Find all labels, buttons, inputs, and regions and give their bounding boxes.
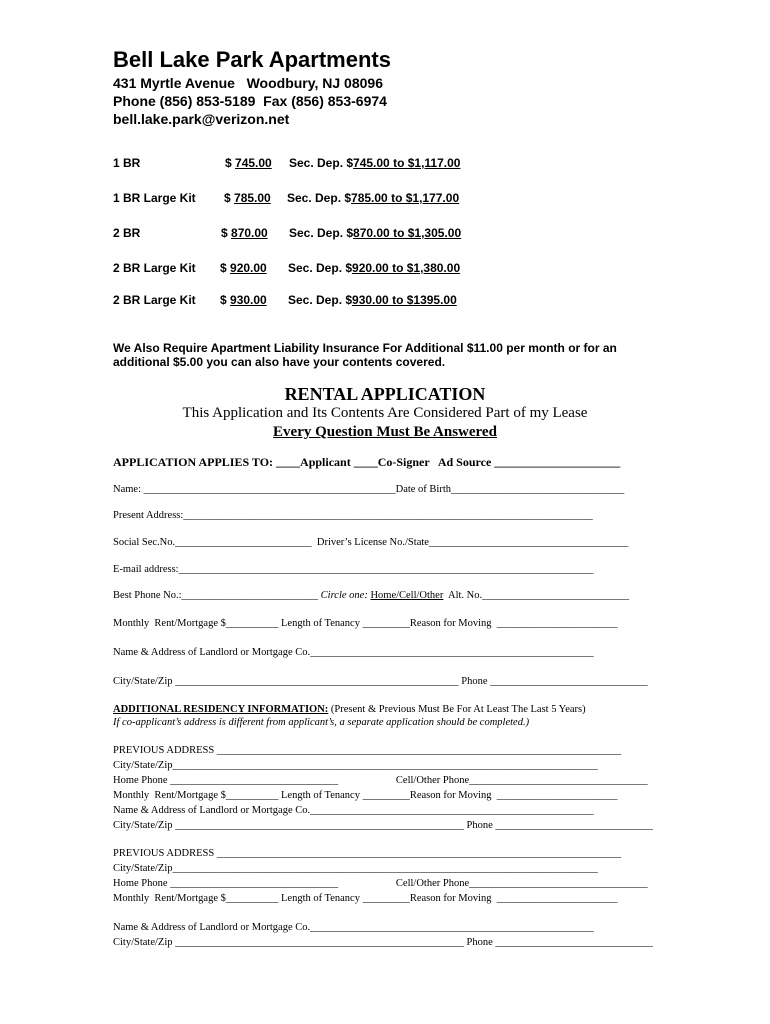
property-email: bell.lake.park@verizon.net <box>113 111 290 127</box>
rate-deposit: Sec. Dep. $870.00 to $1,305.00 <box>289 226 462 240</box>
previous-landlord-city-field[interactable]: City/State/Zip _______________________________________________________ Phone ______________________________ <box>113 937 653 948</box>
previous-landlord-city-field[interactable]: City/State/Zip _______________________________________________________ Phone ______________________________ <box>113 820 653 831</box>
rent-tenancy-field[interactable]: Monthly Rent/Mortgage $__________ Length of Tenancy _________Reason for Moving _______________________ <box>113 618 618 629</box>
ssn-license-field[interactable]: Social Sec.No.__________________________ Driver’s License No./State______________________________________ <box>113 537 629 548</box>
name-dob-field[interactable]: Name: ________________________________________________Date of Birth_________________________________ <box>113 484 625 495</box>
email-field[interactable]: E-mail address:_______________________________________________________________________________ <box>113 564 594 575</box>
rate-price: $ 870.00 <box>221 226 268 240</box>
insurance-note-line1: We Also Require Apartment Liability Insurance For Additional $11.00 per month or for an <box>113 341 617 355</box>
rate-deposit: Sec. Dep. $745.00 to $1,117.00 <box>289 156 461 170</box>
application-title: RENTAL APPLICATION <box>284 384 486 404</box>
property-title: Bell Lake Park Apartments <box>113 47 391 72</box>
rate-deposit: Sec. Dep. $920.00 to $1,380.00 <box>288 261 461 275</box>
best-phone-field[interactable]: Best Phone No.:__________________________ Circle one: Home/Cell/Other Alt. No.____________________________ <box>113 590 630 601</box>
rate-unit: 1 BR Large Kit <box>113 191 196 205</box>
residency-heading: ADDITIONAL RESIDENCY INFORMATION: (Present & Previous Must Be For At Least The Last 5 Years) <box>113 704 586 715</box>
previous-address-field[interactable]: PREVIOUS ADDRESS _____________________________________________________________________________ <box>113 745 622 756</box>
rate-unit: 2 BR <box>113 226 141 240</box>
rate-price: $ 785.00 <box>224 191 271 205</box>
rate-unit: 2 BR Large Kit <box>113 293 196 307</box>
application-subtitle: This Application and Its Contents Are Considered Part of my Lease <box>182 405 588 421</box>
present-address-field[interactable]: Present Address:______________________________________________________________________________ <box>113 510 593 521</box>
rate-price: $ 920.00 <box>220 261 267 275</box>
previous-city-field[interactable]: City/State/Zip_________________________________________________________________________________ <box>113 863 598 874</box>
every-question-note: Every Question Must Be Answered <box>273 424 497 440</box>
property-phone-fax: Phone (856) 853-5189 Fax (856) 853-6974 <box>113 93 387 109</box>
previous-phone-field[interactable]: Home Phone ________________________________ Cell/Other Phone__________________________________ <box>113 775 648 786</box>
rate-unit: 2 BR Large Kit <box>113 261 196 275</box>
property-address: 431 Myrtle Avenue Woodbury, NJ 08096 <box>113 75 383 91</box>
previous-phone-field[interactable]: Home Phone ________________________________ Cell/Other Phone__________________________________ <box>113 878 648 889</box>
rate-price: $ 745.00 <box>225 156 272 170</box>
city-phone-field[interactable]: City/State/Zip ______________________________________________________ Phone ______________________________ <box>113 676 648 687</box>
applies-to-field[interactable]: APPLICATION APPLIES TO: ____Applicant ____Co-Signer Ad Source _____________________ <box>113 455 621 469</box>
previous-rent-field[interactable]: Monthly Rent/Mortgage $__________ Length of Tenancy _________Reason for Moving _______________________ <box>113 790 618 801</box>
rate-deposit: Sec. Dep. $930.00 to $1395.00 <box>288 293 457 307</box>
rate-deposit: Sec. Dep. $785.00 to $1,177.00 <box>287 191 460 205</box>
rate-unit: 1 BR <box>113 156 141 170</box>
rate-price: $ 930.00 <box>220 293 267 307</box>
previous-city-field[interactable]: City/State/Zip_________________________________________________________________________________ <box>113 760 598 771</box>
previous-address-field[interactable]: PREVIOUS ADDRESS _____________________________________________________________________________ <box>113 848 622 859</box>
residency-note: If co-applicant’s address is different from applicant’s, a separate application should be completed.) <box>113 717 530 728</box>
landlord-field[interactable]: Name & Address of Landlord or Mortgage Co.______________________________________________________ <box>113 647 594 658</box>
insurance-note-line2: additional $5.00 you can also have your contents covered. <box>113 355 446 369</box>
previous-rent-field[interactable]: Monthly Rent/Mortgage $__________ Length of Tenancy _________Reason for Moving _______________________ <box>113 893 618 904</box>
previous-landlord-field[interactable]: Name & Address of Landlord or Mortgage Co.______________________________________________________ <box>113 922 594 933</box>
previous-landlord-field[interactable]: Name & Address of Landlord or Mortgage Co.______________________________________________________ <box>113 805 594 816</box>
